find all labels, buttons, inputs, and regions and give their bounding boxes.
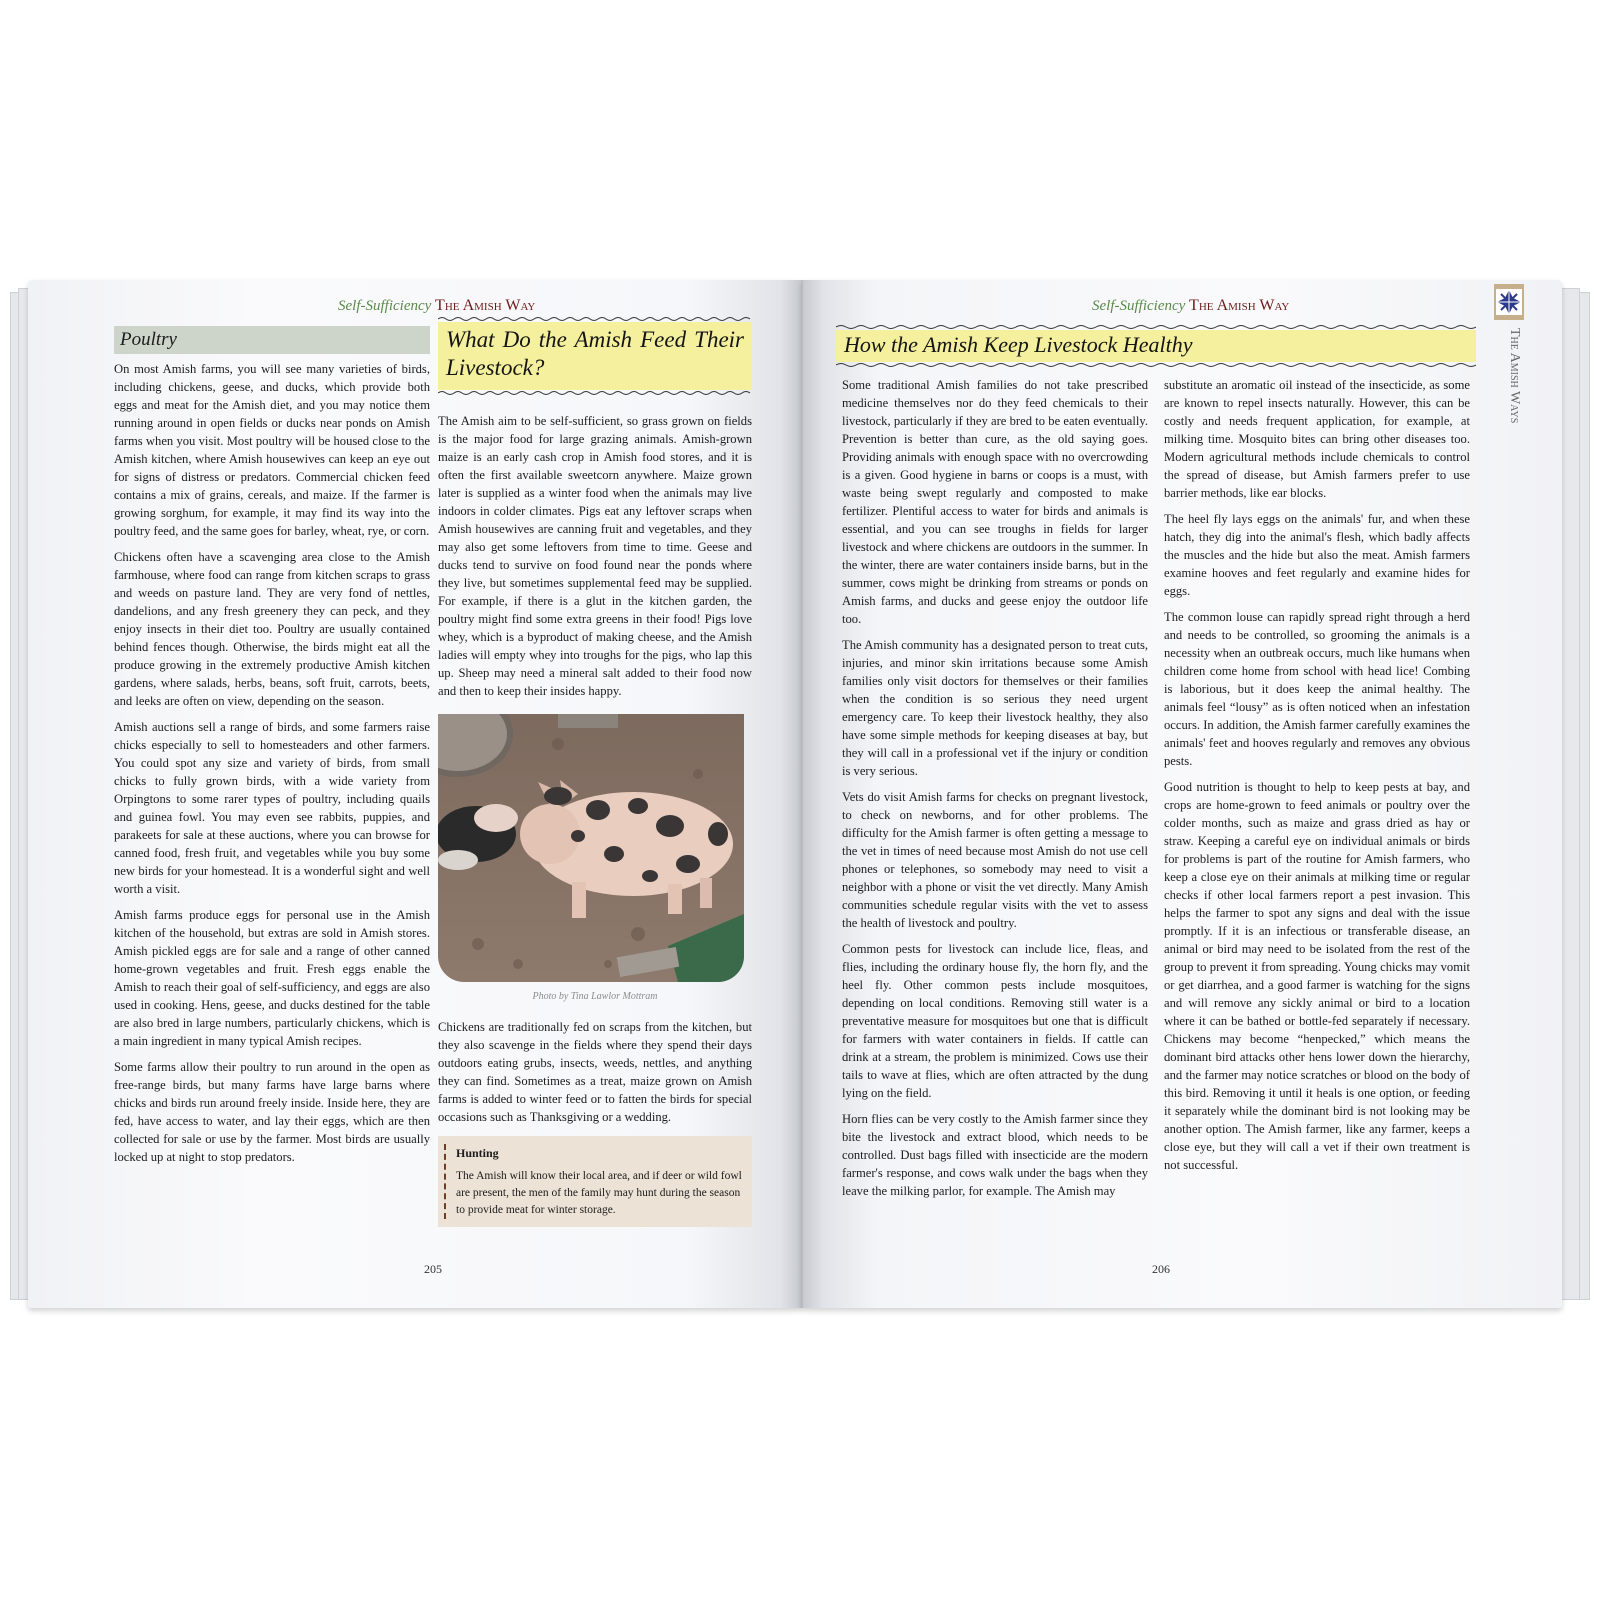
running-head-series: Self-Sufficiency <box>338 298 432 314</box>
poultry-paragraph: Some farms allow their poultry to run around in the open as free-range birds, but many farms have large barns where chicks and birds run around freely inside. Inside here, they are fed, have access to water, and lay their eggs, which are then collected for sale or use by the farmer. Most birds are usually locked up at night to stop predators. <box>114 1060 430 1164</box>
health-column-2 <box>1164 376 1470 1182</box>
health-paragraph: Good nutrition is thought to help to keep pests at bay, and crops are home-grown to feed animals or poultry over the colder months, such as maize and grass dried as hay or straw. Keeping a careful eye on individual animals or birds for problems is part of the routine for Amish farmers, who keep a close eye on their animals at milking time or regular checks if other local farmers report a pest invasion. This helps the farmer to spot any signs and deal with the issue promptly. If it is an infectious or transferable disease, an animal or bird may need to be isolated from the rest of the group to prevent it from spreading. Young chicks may vomit or get diarrhea, and a good farmer is watching for the signs and will remove any sickly animal or bird to a location where it can be bathed or bottle-fed separately if necessary. Chickens may become “henpecked,” which means the dominant bird attacks other hens lower down the hierarchy, and the farmer may notice scratches or blood on the body of this bird. Removing it until it heals is one option, or feeding it separately while the dominant bird is not looking may be another option. The Amish farmer, like any farmer, keeps a close eye, but they will call a vet if their own treatment is not successful. <box>1164 780 1470 1172</box>
running-head-series: Self-Sufficiency <box>1092 298 1186 314</box>
wavy-rule-bottom <box>438 390 752 396</box>
pigs-photo-illustration <box>438 714 744 982</box>
health-paragraph: The common louse can rapidly spread right through a herd and needs to be controlled, so grooming the animals is a necessity when an outbreak occurs, much like humans when children come home from school with head lice! Combing is laborious, but it does keep the animal healthy. The animals feel “lousy” as is often noticed when an infestation occurs. In addition, the Amish farmer carefully examines the animals' feet and hooves regularly and removes any obvious pests. <box>1164 610 1470 768</box>
hunting-sidebar-text: The Amish will know their local area, and if deer or wild fowl are present, the men of the family may hunt during the season to provide meat for winter storage. <box>456 1170 742 1216</box>
running-head-left <box>338 297 535 315</box>
feed-after-photo-paragraph: Chickens are traditionally fed on scraps from the kitchen, but they also scavenge in the fields where they spend their days outdoors eating grubs, insects, weeds, nettles, and anything they can find. Sometimes as a treat, maize grown on Amish farms is added to winter feed or to fatten the birds for special occasions such as Thanksgiving or a wedding. <box>438 1020 752 1124</box>
hunting-sidebar <box>438 1136 752 1227</box>
health-paragraph: Some traditional Amish families do not take prescribed medicine themselves nor do they feed chemicals to their livestock, particularly if they are bred to be eaten eventually. Prevention is better than cure, as the old saying goes. Providing animals with enough space with no overcrowding is a given. Good hygiene in barns or coops is a must, with waste being swept regularly and composted to make fertilizer. Plentiful access to water for birds and animals is essential, and you can see troughs in fields for larger livestock and where chickens are outdoors in the summer. In the winter, there are water containers inside barns, but in the summer, cows might be drinking from streams or ponds on Amish farms, and ducks and geese enjoy the outdoor life too. <box>842 378 1148 626</box>
thumb-tab-label: The Amish Ways <box>1507 328 1522 424</box>
photo-caption: Photo by Tina Lawlor Mottram <box>532 991 658 1002</box>
health-heading-block <box>836 324 1476 368</box>
poultry-paragraph: Amish auctions sell a range of birds, and some farmers raise chicks especially to sell to homesteaders and other farmers. You could spot any size and variety of birds, from small chicks to fully grown birds, with a wide variety from Orpingtons to some rarer types of poultry, including quails and guinea fowl. You may even see rabbits, puppies, and parakeets for sale at these auctions, where you can browse for canned food, fresh fruit, and vegetables while you buy some new birds for your homestead. It is a wonderful sight and well worth a visit. <box>114 720 430 896</box>
poultry-paragraph: On most Amish farms, you will see many varieties of birds, including chickens, geese, and ducks, which provide both eggs and meat for the Amish diet, and you may notice them running around in open fields or ducks near ponds on Amish farms when you visit. Most poultry will be housed close to the Amish kitchen, where Amish housewives can keep an eye out for signs of distress or predators. Commercial chicken feed contains a mix of grains, cereals, and maize. If the farmer is growing sorghum, for example, it may find its way into the poultry feed, and the same goes for barley, wheat, rye, or corn. <box>114 362 430 538</box>
open-book <box>10 280 1590 1310</box>
poultry-column <box>114 326 430 1174</box>
poultry-paragraph: Amish farms produce eggs for personal use in the Amish kitchen of the household, but extras are sold in Amish stores. Amish pickled eggs are for sale and a range of other canned home-grown vegetables and fruit. Fresh eggs enable the Amish to reach their goal of self-sufficiency, and eggs are also used in cooking. Hens, geese, and ducks destined for the table are also bred in large numbers, particularly chickens, which is a main ingredient in many typical Amish recipes. <box>114 908 430 1048</box>
page-number-left: 205 <box>424 1262 442 1276</box>
right-page <box>802 280 1562 1308</box>
running-head-title: The Amish Way <box>1189 297 1290 314</box>
running-head-title: The Amish Way <box>435 297 536 314</box>
sidebar-dashed-rule <box>444 1144 446 1219</box>
health-paragraph: Horn flies can be very costly to the Amish farmer since they bite the livestock and extract blood, which needs to be controlled. Dust bags filled with insecticide are the modern farmer's response, and cows walk under the bags when they leave the milking parlor, for example. The Amish may <box>842 1112 1148 1198</box>
pigs-photo <box>438 714 744 982</box>
page-number-right: 206 <box>1152 1262 1170 1276</box>
health-paragraph: substitute an aromatic oil instead of the insecticide, as some are known to repel insects naturally. However, this can be costly and needs frequent application, for example, at milking time. Mosquito bites can bring other diseases too. Modern agricultural methods include chemicals to control the spread of disease, but Amish farmers prefer to use barrier methods, like ear blocks. <box>1164 378 1470 500</box>
health-paragraph: Common pests for livestock can include lice, fleas, and flies, including the ordinary house fly, the horn fly, and the heel fly. Other common pests include mosquitoes, depending on local conditions. Removing still water is a preventative measure for mosquitoes but one that is difficult for farmers with water containers in fields. If cattle can drink at a stream, the problem is minimized. Cows use their tails to wave at flies, which are often attracted by the dung lying on the field. <box>842 942 1148 1100</box>
hunting-sidebar-title: Hunting <box>456 1146 499 1160</box>
poultry-heading: Poultry <box>114 326 430 354</box>
health-heading: How the Amish Keep Livestock Healthy <box>836 330 1476 362</box>
spine-shadow <box>780 280 824 1308</box>
health-paragraph: The Amish community has a designated person to treat cuts, injuries, and minor skin irritations because some Amish families only visit doctors for themselves or their families when the condition is so serious they need urgent emergency care. To keep their livestock healthy, they also have some simple methods for keeping diseases at bay, but they will call in a professional vet if the injury or condition is very serious. <box>842 638 1148 778</box>
wavy-rule-bottom <box>836 362 1476 368</box>
health-paragraph: Vets do visit Amish farms for checks on pregnant livestock, to check on newborns, and for other problems. The difficulty for the Amish farmer is often getting a message to the vet in times of need because most Amish do not use cell phones or telephones, so somebody may need to visit a neighbor with a phone or visit the vet directly. Many Amish communities schedule regular visits with the vet to assess the health of livestock and poultry. <box>842 790 1148 930</box>
health-column-1 <box>842 376 1148 1208</box>
feed-heading: What Do the Amish Feed Their Livestock? <box>438 322 752 390</box>
chapter-thumb-tab <box>1494 284 1524 434</box>
quilt-star-icon <box>1494 284 1524 320</box>
poultry-paragraph: Chickens often have a scavenging area close to the Amish farmhouse, where food can range from kitchen scraps to grass and weeds on pasture land. They are very fond of nettles, dandelions, and any fresh greenery they can peck, and they enjoy insects in their diet too. Poultry are usually contained behind fences though. Otherwise, the birds might eat all the produce growing in the extremely productive Amish kitchen gardens, where salads, herbs, beans, soft fruit, carrots, beets, and leeks are often on view, depending on the season. <box>114 550 430 708</box>
feed-paragraph: The Amish aim to be self-sufficient, so grass grown on fields is the major food for large grazing animals. Amish-grown maize is an early cash crop in Amish food stores, and it is often the first available sweetcorn anywhere. Maize grown later is supplied as a winter food when the animals may live indoors in colder climates. Pigs eat any leftover scraps when Amish housewives are canning fruit and vegetables, and they may also get some leftovers from time to time. Geese and ducks tend to survive on food found near the ponds where they live, but sometimes supplemental feed may be supplied. For example, if there is a glut in the kitchen garden, the poultry might find some extra greens in their food! Pigs love whey, which is a byproduct of making cheese, and the Amish ladies will empty whey into troughs for the pigs, who lap this up. Sheep may need a mineral salt added to their food now and then to keep their insides happy. <box>438 414 752 698</box>
running-head-right <box>1092 297 1289 315</box>
left-page <box>28 280 802 1308</box>
health-paragraph: The heel fly lays eggs on the animals' fur, and when these hatch, they dig into the animal's flesh, which badly affects the muscles and the hide but also the meat. Amish farmers examine hooves and feet regularly and examine hides for eggs. <box>1164 512 1470 598</box>
feed-column <box>438 316 752 1227</box>
